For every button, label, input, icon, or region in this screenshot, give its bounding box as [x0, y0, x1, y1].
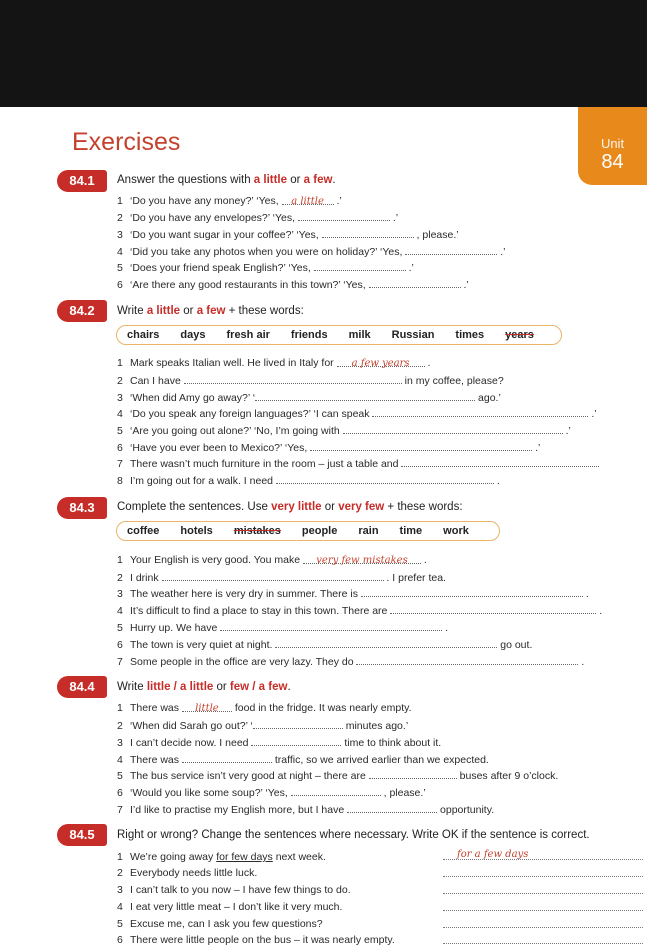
answer-blank[interactable]: [369, 768, 457, 779]
exercise-item: 6 ‘Are there any good restaurants in this town?’ ‘Yes, .’: [117, 279, 469, 291]
exercise-item: 3 The weather here is very dry in summer. There is .: [117, 588, 589, 600]
handwritten-answer: a little: [291, 196, 324, 207]
exercise-item: 2 ‘Do you have any envelopes?’ ‘Yes, .’: [117, 212, 399, 224]
answer-blank[interactable]: [356, 654, 578, 665]
exercise-number-84-2: 84.2: [57, 300, 107, 322]
exercise-item: 7 I’d like to practise my English more, but I have opportunity.: [117, 804, 495, 816]
unit-label: Unit: [600, 136, 625, 151]
exercise-item: 4 I eat very little meat – I don’t like it very much.: [117, 901, 343, 913]
answer-blank[interactable]: [253, 718, 343, 729]
answer-blank[interactable]: [182, 752, 272, 763]
exercise-item: 4 ‘Did you take any photos when you were on holiday?’ ‘Yes, .’: [117, 246, 506, 258]
word: work: [443, 525, 469, 537]
exercise-item: 1 Mark speaks Italian well. He lived in Italy for a few years .: [117, 357, 431, 369]
exercise-item: 5 Excuse me, can I ask you few questions?: [117, 918, 323, 930]
exercise-item: 2 ‘When did Sarah go out?’ ‘ minutes ago.’: [117, 720, 409, 732]
word: friends: [290, 329, 328, 341]
answer-blank[interactable]: [343, 423, 563, 434]
exercise-item: 1 We’re going away for few days next week.: [117, 851, 326, 863]
exercise-item: 6 The town is very quiet at night. go out.: [117, 639, 533, 651]
handwritten-answer: a few years: [351, 358, 410, 369]
answer-blank[interactable]: [347, 802, 437, 813]
answer-line[interactable]: [443, 933, 643, 944]
exercise-item: 1 ‘Do you have any money?’ ‘Yes, a little .’: [117, 195, 342, 207]
exercise-instruction: Right or wrong? Change the sentences where necessary. Write OK if the sentence is correct.: [117, 829, 590, 841]
answer-blank[interactable]: [390, 603, 596, 614]
exercise-item: 2 I drink . I prefer tea.: [117, 572, 446, 584]
word: milk: [348, 329, 371, 341]
answer-blank[interactable]: [322, 227, 414, 238]
exercise-number-84-5: 84.5: [57, 824, 107, 846]
exercise-item: 2 Everybody needs little luck.: [117, 867, 258, 879]
answer-blank[interactable]: [372, 406, 588, 417]
answer-blank[interactable]: [401, 456, 599, 467]
word-crossed-out: years: [505, 329, 534, 341]
exercise-instruction: Answer the questions with a little or a few.: [117, 174, 336, 186]
exercise-item: 8 I’m going out for a walk. I need .: [117, 475, 500, 487]
exercise-item: 6 ‘Have you ever been to Mexico?’ ‘Yes, .’: [117, 442, 541, 454]
exercise-item: 4 It’s difficult to find a place to stay in this town. There are .: [117, 605, 603, 617]
exercise-item: 7 There wasn’t much furniture in the room – just a table and: [117, 456, 599, 471]
word: hotels: [180, 525, 213, 537]
exercise-item: 1 There was little food in the fridge. It was nearly empty.: [117, 702, 412, 714]
handwritten-answer: little: [195, 703, 219, 714]
exercise-item: 4 ‘Do you speak any foreign languages?’ ‘I can speak .’: [117, 408, 597, 420]
answer-blank[interactable]: [255, 390, 475, 401]
exercise-item: 5 The bus service isn’t very good at night – there are buses after 9 o’clock.: [117, 770, 559, 782]
handwritten-answer: for a few days: [457, 849, 529, 860]
handwritten-answer: very few mistakes: [316, 555, 408, 566]
word: people: [301, 525, 338, 537]
answer-line[interactable]: [443, 866, 643, 877]
exercise-item: 3 I can’t talk to you now – I have few things to do.: [117, 884, 351, 896]
word: chairs: [127, 329, 160, 341]
exercise-item: 1 Your English is very good. You make very few mistakes .: [117, 554, 427, 566]
answer-line[interactable]: [443, 900, 643, 911]
answer-line[interactable]: [443, 849, 643, 860]
exercise-instruction: Write a little or a few + these words:: [117, 305, 304, 317]
exercise-item: 6 There were little people on the bus – it was nearly empty.: [117, 934, 395, 946]
answer-blank[interactable]: [220, 620, 442, 631]
word: times: [455, 329, 485, 341]
word: fresh air: [226, 329, 270, 341]
page-title: Exercises: [72, 128, 181, 156]
exercise-item: 3 ‘When did Amy go away?’ ‘ ago.’: [117, 392, 501, 404]
exercise-item: 2 Can I have in my coffee, please?: [117, 375, 504, 387]
exercise-instruction: Write little / a little or few / a few.: [117, 681, 291, 693]
word: time: [399, 525, 423, 537]
answer-blank[interactable]: [251, 735, 341, 746]
answer-blank[interactable]: [275, 637, 497, 648]
exercise-item: 5 Hurry up. We have .: [117, 622, 449, 634]
unit-tab: [578, 107, 647, 185]
word: days: [180, 329, 206, 341]
exercise-item: 4 There was traffic, so we arrived earlier than we expected.: [117, 754, 489, 766]
exercise-item: 7 Some people in the office are very lazy. They do .: [117, 656, 585, 668]
word: Russian: [391, 329, 435, 341]
exercise-item: 5 ‘Does your friend speak English?’ ‘Yes, .’: [117, 262, 414, 274]
word-box: [116, 325, 562, 345]
word: coffee: [127, 525, 160, 537]
word-crossed-out: mistakes: [233, 525, 281, 537]
exercise-number-84-3: 84.3: [57, 497, 107, 519]
exercise-number-84-1: 84.1: [57, 170, 107, 192]
answer-line[interactable]: [443, 917, 643, 928]
answer-blank[interactable]: [369, 277, 461, 288]
word-box: [116, 521, 500, 541]
answer-blank[interactable]: [162, 570, 384, 581]
answer-blank[interactable]: [405, 244, 497, 255]
exercise-number-84-4: 84.4: [57, 676, 107, 698]
exercise-item: 6 ‘Would you like some soup?’ ‘Yes, , please.’: [117, 787, 426, 799]
answer-line[interactable]: [443, 883, 643, 894]
top-black-band: [0, 0, 647, 107]
word: rain: [358, 525, 379, 537]
answer-blank[interactable]: [310, 440, 532, 451]
exercise-item: 3 ‘Do you want sugar in your coffee?’ ‘Yes, , please.’: [117, 229, 459, 241]
answer-blank[interactable]: [314, 260, 406, 271]
unit-number: 84: [601, 151, 624, 173]
exercise-instruction: Complete the sentences. Use very little or very few + these words:: [117, 501, 463, 513]
answer-blank[interactable]: [276, 473, 494, 484]
answer-blank[interactable]: [361, 586, 583, 597]
answer-blank[interactable]: [298, 210, 390, 221]
answer-blank[interactable]: [291, 785, 381, 796]
answer-blank[interactable]: [184, 373, 402, 384]
exercise-item: 5 ‘Are you going out alone?’ ‘No, I’m going with .’: [117, 425, 571, 437]
exercise-item: 3 I can’t decide now. I need time to think about it.: [117, 737, 442, 749]
